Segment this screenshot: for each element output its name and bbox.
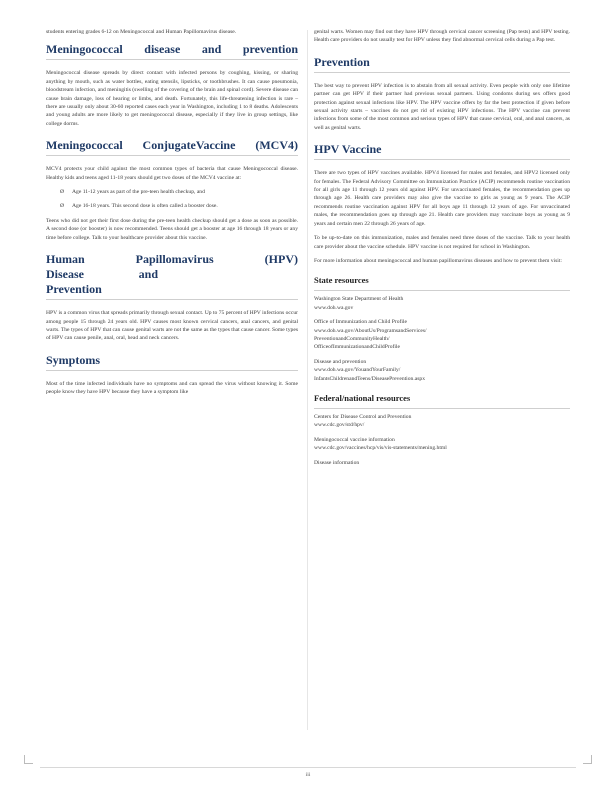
section-title-prevention: Prevention bbox=[314, 54, 370, 69]
resource-link[interactable]: OfficeofImmunizationandChildProfile bbox=[314, 344, 400, 351]
list-item: Ø Age 16-18 years. This second dose is often called a booster dose. bbox=[60, 203, 218, 210]
section-title-meningococcal-disease: Meningococcal disease and prevention bbox=[46, 42, 298, 57]
hpv-vaccine-paragraph: To be up-to-date on this immunization, males and females need three doses of the vaccine. Talk to your health care provider about the vaccine schedule. HPV vaccine is not required for school in Washington. bbox=[314, 235, 570, 250]
resource-link[interactable]: www.cdc.gov/std/hpv/ bbox=[314, 422, 365, 429]
footer-rule bbox=[40, 767, 576, 768]
resource-entry: Centers for Disease Control and Prevention www.cdc.gov/std/hpv/ bbox=[314, 413, 412, 429]
mcv4-dose-list bbox=[60, 188, 298, 211]
section-title-mcv4: Meningococcal ConjugateVaccine (MCV4) bbox=[46, 138, 298, 153]
resource-link[interactable]: PreventionandCommunityHealth/ bbox=[314, 335, 390, 342]
resource-link[interactable]: www.doh.wa.gov/AboutUs/ProgramsandServices/ bbox=[314, 327, 427, 334]
section-title-hpv-line1: Human Papillomavirus (HPV) bbox=[46, 252, 298, 267]
section-rule bbox=[314, 72, 570, 73]
mcv4-booster-text: Teens who did not get their first dose during the pre-teen health checkup should get a dose as soon as possible. A second dose (or booster) is now recommended. Teens should get a booster at age 16 through 18 years or any time before college. Talk to your healthcare provider about this vaccine. bbox=[46, 217, 298, 241]
intro-continued-text: genital warts. Women may find out they have HPV through cervical cancer screening (Pap tests) and HPV testing. Health care providers do not usually test for HPV unless they find abnormal cervical cells during a Pap test. bbox=[314, 29, 570, 44]
resource-entry: Washington State Department of Health www.doh.wa.gov bbox=[314, 296, 404, 311]
section-rule bbox=[314, 408, 570, 409]
left-column bbox=[46, 28, 298, 397]
resource-entry: Disease and prevention www.doh.wa.gov/YouandYourFamily/ InfantsChildrenandTeens/DiseasePrevention.aspx bbox=[314, 358, 425, 382]
meningococcal-disease-body: Meningococcal disease spreads by direct contact with infected persons by coughing, kissing, or sharing anything by mouth, such as water bottles, eating utensils, lipsticks, or toothbrushes. It can cause pneumonia, bloodstream infection, and meningitis (swelling of the covering of the brain and spinal cord). Severe disease can cause brain damage, loss of hearing or limbs, and death. Fortunately, this life-threatening infection is rare – there are usually only about 30-60 reported cases each year in Washington, including 1 to 8 deaths. Adolescents and young adults are more likely to get meningococcal disease, especially if they live in group settings, like college dorms. bbox=[46, 70, 298, 127]
section-rule bbox=[314, 159, 570, 160]
intro-text: students entering grades 6-12 on Meningococcal and Human Papillomavirus disease. bbox=[46, 29, 237, 35]
section-title-symptoms: Symptoms bbox=[46, 352, 101, 367]
resource-entry: Office of Immunization and Child Profile www.doh.wa.gov/AboutUs/ProgramsandServices/ PreventionandCommunityHealth/ OfficeofImmunizationandChildProfile bbox=[314, 319, 427, 351]
mcv4-body: MCV4 protects your child against the most common types of bacteria that cause Meningococcal disease. Healthy kids and teens aged 11-18 years should get two doses of the MCV4 vaccine at: bbox=[46, 166, 298, 181]
bullet-arrow-icon: Ø bbox=[60, 203, 65, 210]
section-rule bbox=[46, 155, 298, 156]
bullet-arrow-icon: Ø bbox=[60, 189, 65, 196]
more-info-text: For more information about meningococcal and human papillomavirus diseases and how to prevent them visit: bbox=[314, 257, 562, 264]
resource-link[interactable]: www.doh.wa.gov/YouandYourFamily/ bbox=[314, 367, 401, 374]
section-rule bbox=[46, 370, 298, 371]
resource-link[interactable]: www.cdc.gov/vaccines/hcp/vis/vis-statements/mening.html bbox=[314, 445, 447, 452]
hpv-vaccine-paragraph: There are two types of HPV vaccines available. HPV4 licensed for males and females, and HPV2 licensed only for females. The Federal Advisory Committee on Immunization Practice (ACIP) recommends routine vaccination for all girls age 11 through 12 years old against HPV. For unvaccinated females, the recommendation goes up through age 26. Health care providers may also give the vaccine to girls as young as 9 years. The ACIP recommends routine vaccination against HPV for all boys age 11 through 12 years of age. For unvaccinated males, the recommendation goes up through age 21. Health care providers may vaccinate boys as young as 9 years and certain men 22 through 26 years of age. bbox=[314, 170, 570, 227]
section-title-hpv-vaccine: HPV Vaccine bbox=[314, 142, 382, 157]
column-divider bbox=[307, 30, 308, 730]
crop-mark bbox=[24, 755, 33, 764]
resource-link[interactable]: InfantsChildrenandTeens/DiseasePrevention.aspx bbox=[314, 375, 425, 382]
prevention-body: The best way to prevent HPV infection is to abstain from all sexual activity. Even people with only one lifetime partner can get HPV if their partner had previous sexual partners. Using condoms during sex offers good protection against sexual infections like HPV. The HPV vaccine offers by far the best protection if given before sexual activity starts – vaccines do not get rid of existing HPV infections. The HPV vaccine can prevent infections from some of the most common and serious types of HPV that cause cervical, oral, and anal cancers, as well as genital warts. bbox=[314, 82, 570, 131]
list-item: Ø Age 11-12 years as part of the pre-teen health checkup, and bbox=[60, 189, 205, 196]
symptoms-body: Most of the time infected individuals have no symptoms and can spread the virus without knowing it. Some people know they have HPV because they have a symptom like bbox=[46, 380, 298, 396]
resource-link[interactable]: www.doh.wa.gov bbox=[314, 304, 354, 311]
section-title-hpv-line2: Disease and Prevention bbox=[46, 267, 158, 297]
resource-entry: Disease information bbox=[314, 459, 360, 466]
page-number: iii bbox=[305, 772, 311, 778]
hpv-disease-body: HPV is a common virus that spreads primarily through sexual contact. Up to 75 percent of HPV infections occur among people 15 through 24 years old. HPV causes most known cervical cancers, anal cancers, and genital warts. The types of HPV that can cause genital warts are not the same as the types that cause cancer. Some types of HPV can cause penile, anal, oral, head and neck cancers. bbox=[46, 310, 298, 342]
section-rule bbox=[314, 290, 570, 291]
section-rule bbox=[46, 299, 298, 300]
federal-resources-heading: Federal/national resources bbox=[314, 392, 411, 403]
resource-entry: Meningococcal vaccine information www.cdc.gov/vaccines/hcp/vis/vis-statements/mening.html bbox=[314, 436, 447, 452]
section-rule bbox=[46, 59, 298, 60]
state-resources-heading: State resources bbox=[314, 275, 369, 286]
right-column bbox=[314, 28, 570, 467]
crop-mark bbox=[583, 755, 592, 764]
